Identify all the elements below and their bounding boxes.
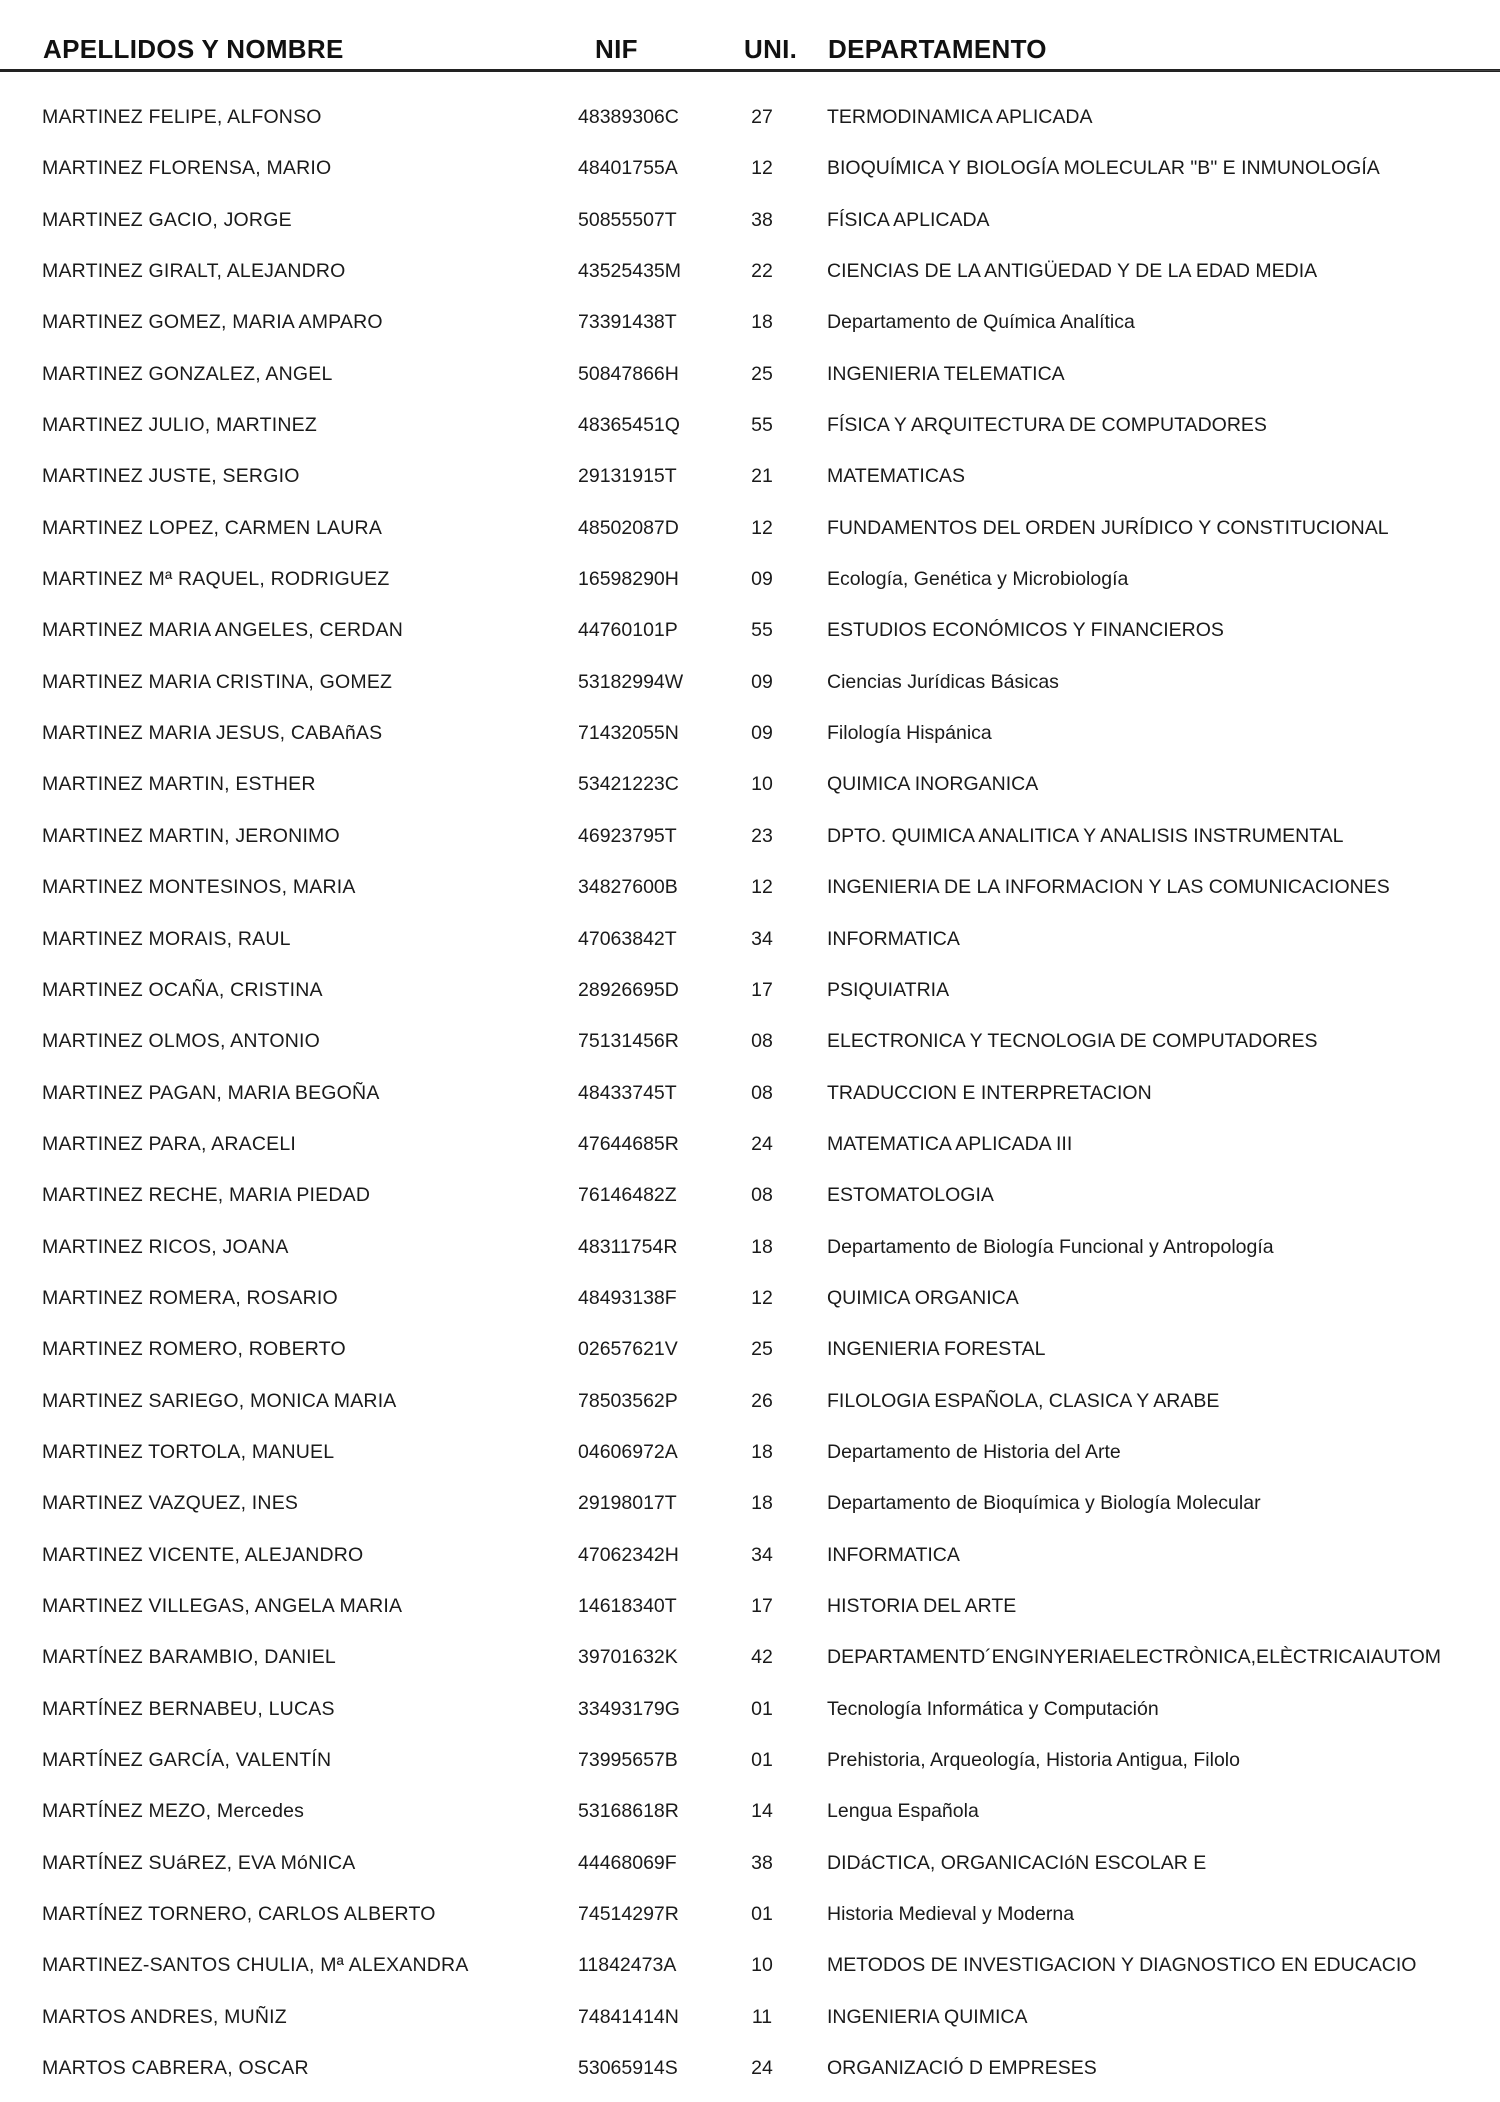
cell-name: MARTINEZ GIRALT, ALEJANDRO (42, 260, 346, 283)
table-row (0, 100, 1500, 151)
cell-department: METODOS DE INVESTIGACION Y DIAGNOSTICO EN EDUCACIO (827, 1954, 1417, 1977)
cell-nif: 76146482Z (578, 1184, 677, 1207)
cell-nif: 14618340T (578, 1594, 677, 1617)
cell-name: MARTINEZ VILLEGAS, ANGELA MARIA (42, 1594, 403, 1617)
column-header-uni: UNI. (744, 34, 798, 64)
cell-department: Ecología, Genética y Microbiología (827, 568, 1129, 591)
cell-name: MARTINEZ MARTIN, JERONIMO (42, 824, 340, 847)
table-row (0, 408, 1500, 459)
table-row (0, 357, 1500, 408)
cell-department: INFORMATICA (827, 927, 960, 950)
cell-uni: 14 (751, 1800, 773, 1823)
cell-uni: 09 (751, 670, 773, 693)
cell-department: Departamento de Bioquímica y Biología Molecular (827, 1492, 1261, 1515)
cell-nif: 73995657B (578, 1749, 678, 1771)
cell-nif: 48311754R (578, 1235, 678, 1258)
cell-department: Filología Hispánica (827, 722, 992, 745)
cell-uni: 01 (751, 1697, 773, 1720)
cell-uni: 10 (751, 773, 773, 796)
cell-name: MARTINEZ MONTESINOS, MARIA (42, 876, 356, 899)
cell-name: MARTINEZ LOPEZ, CARMEN LAURA (42, 516, 383, 539)
table-row (0, 459, 1500, 510)
cell-department: Departamento de Biología Funcional y Antropología (827, 1235, 1274, 1258)
cell-uni: 34 (751, 927, 773, 950)
cell-department: INGENIERIA TELEMATICA (827, 362, 1065, 385)
cell-name: MARTINEZ OCAÑA, CRISTINA (42, 978, 323, 1001)
table-row (0, 716, 1500, 767)
table-row (0, 1127, 1500, 1178)
cell-nif: 53065914S (578, 2057, 678, 2080)
cell-nif: 48493138F (578, 1286, 677, 1309)
cell-uni: 01 (751, 1903, 773, 1926)
cell-name: MARTINEZ GONZALEZ, ANGEL (42, 362, 333, 385)
cell-name: MARTÍNEZ BERNABEU, LUCAS (42, 1697, 335, 1720)
cell-nif: 48401755A (578, 157, 678, 180)
cell-name: MARTÍNEZ MEZO, Mercedes (42, 1800, 305, 1823)
table-row (0, 2000, 1500, 2051)
table-row (0, 1589, 1500, 1640)
cell-department: ELECTRONICA Y TECNOLOGIA DE COMPUTADORES (827, 1030, 1318, 1053)
cell-name: MARTOS CABRERA, OSCAR (42, 2057, 309, 2080)
cell-nif: 78503562P (578, 1389, 678, 1412)
table-row (0, 1794, 1500, 1845)
column-header-nif: NIF (595, 34, 638, 64)
cell-department: Ciencias Jurídicas Básicas (827, 670, 1059, 693)
cell-uni: 24 (751, 1132, 773, 1155)
table-row (0, 1897, 1500, 1948)
cell-department: DPTO. QUIMICA ANALITICA Y ANALISIS INSTRUMENTAL (827, 824, 1344, 847)
cell-uni: 42 (751, 1646, 773, 1669)
cell-department: ESTUDIOS ECONÓMICOS Y FINANCIEROS (827, 619, 1224, 642)
table-row (0, 870, 1500, 921)
cell-uni: 25 (751, 362, 773, 385)
cell-nif: 50855507T (578, 208, 677, 231)
cell-name: MARTINEZ ROMERO, ROBERTO (42, 1338, 346, 1361)
cell-name: MARTÍNEZ TORNERO, CARLOS ALBERTO (42, 1903, 436, 1926)
cell-name: MARTINEZ TORTOLA, MANUEL (42, 1440, 335, 1463)
cell-nif: 48365451Q (578, 414, 680, 437)
cell-uni: 09 (751, 722, 773, 745)
cell-name: MARTINEZ RICOS, JOANA (42, 1235, 289, 1258)
cell-uni: 25 (751, 1338, 773, 1361)
cell-nif: 02657621V (578, 1338, 678, 1361)
column-header-name: APELLIDOS Y NOMBRE (43, 34, 344, 64)
cell-department: ESTOMATOLOGIA (827, 1184, 994, 1207)
cell-nif: 33493179G (578, 1697, 680, 1720)
cell-nif: 39701632K (578, 1646, 678, 1669)
cell-uni: 12 (751, 1286, 773, 1309)
table-row (0, 819, 1500, 870)
table-row (0, 254, 1500, 305)
cell-department: INFORMATICA (827, 1543, 960, 1566)
table-row (0, 305, 1500, 356)
cell-department: QUIMICA INORGANICA (827, 773, 1039, 796)
cell-nif: 74841414N (578, 2005, 679, 2028)
table-row (0, 767, 1500, 818)
cell-uni: 18 (751, 1235, 773, 1258)
cell-nif: 29198017T (578, 1492, 677, 1515)
cell-nif: 46923795T (578, 824, 677, 847)
cell-uni: 18 (751, 311, 773, 334)
cell-uni: 55 (751, 414, 773, 437)
cell-department: ORGANIZACIÓ D EMPRESES (827, 2057, 1097, 2080)
cell-department: Historia Medieval y Moderna (827, 1903, 1075, 1926)
cell-department: BIOQUÍMICA Y BIOLOGÍA MOLECULAR "B" E INMUNOLOGÍA (827, 157, 1380, 180)
cell-uni: 17 (751, 1594, 773, 1617)
cell-department: DIDáCTICA, ORGANICACIóN ESCOLAR E (827, 1851, 1207, 1874)
table-row (0, 1281, 1500, 1332)
header-divider (0, 69, 1500, 72)
cell-uni: 24 (751, 2057, 773, 2080)
cell-department: FUNDAMENTOS DEL ORDEN JURÍDICO Y CONSTITUCIONAL (827, 516, 1389, 539)
table-row (0, 1230, 1500, 1281)
cell-department: INGENIERIA FORESTAL (827, 1338, 1046, 1361)
cell-department: FILOLOGIA ESPAÑOLA, CLASICA Y ARABE (827, 1389, 1220, 1412)
cell-name: MARTINEZ VICENTE, ALEJANDRO (42, 1543, 364, 1566)
cell-name: MARTÍNEZ GARCÍA, VALENTÍN (42, 1749, 332, 1771)
cell-name: MARTINEZ ROMERA, ROSARIO (42, 1286, 338, 1309)
cell-nif: 47063842T (578, 927, 677, 950)
cell-nif: 74514297R (578, 1903, 679, 1926)
cell-uni: 18 (751, 1492, 773, 1515)
cell-nif: 11842473A (578, 1954, 677, 1977)
cell-nif: 47062342H (578, 1543, 679, 1566)
cell-department: CIENCIAS DE LA ANTIGÜEDAD Y DE LA EDAD MEDIA (827, 260, 1318, 283)
table-row (0, 665, 1500, 716)
table-row (0, 1384, 1500, 1435)
cell-uni: 23 (751, 824, 773, 847)
table-row (0, 1178, 1500, 1229)
column-header-department: DEPARTAMENTO (828, 34, 1047, 64)
cell-name: MARTINEZ MARIA CRISTINA, GOMEZ (42, 670, 393, 693)
cell-name: MARTINEZ JULIO, MARTINEZ (42, 414, 317, 437)
cell-name: MARTINEZ MARTIN, ESTHER (42, 773, 316, 796)
cell-nif: 44468069F (578, 1851, 677, 1874)
table-row (0, 1435, 1500, 1486)
cell-uni: 38 (751, 1851, 773, 1874)
cell-nif: 44760101P (578, 619, 678, 642)
cell-name: MARTINEZ-SANTOS CHULIA, Mª ALEXANDRA (42, 1954, 469, 1977)
table-row (0, 1948, 1500, 1999)
cell-nif: 75131456R (578, 1030, 679, 1053)
cell-department: TERMODINAMICA APLICADA (827, 106, 1093, 128)
cell-department: MATEMATICA APLICADA III (827, 1132, 1073, 1155)
cell-department: Lengua Española (827, 1800, 979, 1823)
cell-uni: 10 (751, 1954, 773, 1977)
cell-department: HISTORIA DEL ARTE (827, 1594, 1017, 1617)
cell-uni: 22 (751, 260, 773, 283)
cell-name: MARTÍNEZ SUáREZ, EVA MóNICA (42, 1851, 356, 1874)
cell-department: QUIMICA ORGANICA (827, 1286, 1019, 1309)
cell-nif: 53421223C (578, 773, 679, 796)
cell-department: MATEMATICAS (827, 465, 965, 488)
table-row (0, 562, 1500, 613)
cell-uni: 09 (751, 568, 773, 591)
cell-name: MARTÍNEZ BARAMBIO, DANIEL (42, 1646, 336, 1669)
table-body (0, 100, 1500, 2102)
cell-department: DEPARTAMENTD´ENGINYERIAELECTRÒNICA,ELÈCTRICAIAUTOM (827, 1646, 1441, 1669)
cell-department: INGENIERIA QUIMICA (827, 2005, 1028, 2028)
table-row (0, 511, 1500, 562)
cell-department: Prehistoria, Arqueología, Historia Antigua, Filolo (827, 1749, 1240, 1771)
cell-nif: 50847866H (578, 362, 679, 385)
table-row (0, 151, 1500, 202)
cell-uni: 34 (751, 1543, 773, 1566)
cell-department: Departamento de Historia del Arte (827, 1440, 1121, 1463)
cell-nif: 73391438T (578, 311, 677, 334)
cell-department: PSIQUIATRIA (827, 978, 950, 1001)
table-row (0, 1846, 1500, 1897)
table-row (0, 613, 1500, 664)
table-row (0, 1743, 1500, 1794)
cell-nif: 28926695D (578, 978, 679, 1001)
cell-nif: 53182994W (578, 670, 684, 693)
cell-uni: 12 (751, 516, 773, 539)
cell-uni: 11 (751, 2005, 773, 2028)
cell-nif: 47644685R (578, 1132, 679, 1155)
cell-uni: 38 (751, 208, 773, 231)
cell-uni: 18 (751, 1440, 773, 1463)
table-row (0, 1486, 1500, 1537)
cell-nif: 43525435M (578, 260, 682, 283)
cell-uni: 08 (751, 1081, 773, 1104)
cell-name: MARTINEZ FLORENSA, MARIO (42, 157, 332, 180)
cell-name: MARTINEZ Mª RAQUEL, RODRIGUEZ (42, 568, 390, 591)
cell-name: MARTINEZ FELIPE, ALFONSO (42, 106, 322, 128)
table-row (0, 1024, 1500, 1075)
cell-name: MARTOS ANDRES, MUÑIZ (42, 2005, 287, 2028)
cell-uni: 12 (751, 157, 773, 180)
cell-name: MARTINEZ PARA, ARACELI (42, 1132, 296, 1155)
cell-department: Departamento de Química Analítica (827, 311, 1135, 334)
cell-name: MARTINEZ MARIA JESUS, CABAñAS (42, 722, 383, 745)
cell-nif: 34827600B (578, 876, 678, 899)
cell-department: Tecnología Informática y Computación (827, 1697, 1159, 1720)
cell-nif: 16598290H (578, 568, 679, 591)
cell-name: MARTINEZ VAZQUEZ, INES (42, 1492, 299, 1515)
cell-department: TRADUCCION E INTERPRETACION (827, 1081, 1152, 1104)
table-row (0, 973, 1500, 1024)
cell-nif: 53168618R (578, 1800, 679, 1823)
cell-nif: 71432055N (578, 722, 679, 745)
cell-name: MARTINEZ RECHE, MARIA PIEDAD (42, 1184, 371, 1207)
table-row (0, 1640, 1500, 1691)
cell-nif: 29131915T (578, 465, 677, 488)
table-row (0, 1538, 1500, 1589)
table-row (0, 922, 1500, 973)
cell-department: FÍSICA APLICADA (827, 208, 990, 231)
cell-uni: 12 (751, 876, 773, 899)
cell-uni: 26 (751, 1389, 773, 1412)
cell-name: MARTINEZ OLMOS, ANTONIO (42, 1030, 320, 1053)
table-row (0, 2051, 1500, 2102)
cell-name: MARTINEZ JUSTE, SERGIO (42, 465, 300, 488)
cell-name: MARTINEZ MARIA ANGELES, CERDAN (42, 619, 404, 642)
cell-nif: 04606972A (578, 1440, 678, 1463)
cell-uni: 08 (751, 1184, 773, 1207)
cell-nif: 48433745T (578, 1081, 677, 1104)
table-row (0, 1332, 1500, 1383)
cell-nif: 48502087D (578, 516, 679, 539)
cell-department: INGENIERIA DE LA INFORMACION Y LAS COMUNICACIONES (827, 876, 1390, 899)
cell-nif: 48389306C (578, 106, 679, 128)
table-row (0, 1076, 1500, 1127)
cell-name: MARTINEZ GACIO, JORGE (42, 208, 292, 231)
cell-uni: 55 (751, 619, 773, 642)
cell-uni: 01 (751, 1749, 773, 1771)
cell-name: MARTINEZ GOMEZ, MARIA AMPARO (42, 311, 383, 334)
cell-uni: 17 (751, 978, 773, 1001)
cell-uni: 08 (751, 1030, 773, 1053)
cell-name: MARTINEZ SARIEGO, MONICA MARIA (42, 1389, 397, 1412)
table-row (0, 1692, 1500, 1743)
cell-uni: 21 (751, 465, 773, 488)
table-row (0, 203, 1500, 254)
cell-uni: 27 (751, 106, 773, 128)
cell-name: MARTINEZ PAGAN, MARIA BEGOÑA (42, 1081, 380, 1104)
table-header (0, 0, 1500, 80)
cell-department: FÍSICA Y ARQUITECTURA DE COMPUTADORES (827, 414, 1267, 437)
cell-name: MARTINEZ MORAIS, RAUL (42, 927, 291, 950)
